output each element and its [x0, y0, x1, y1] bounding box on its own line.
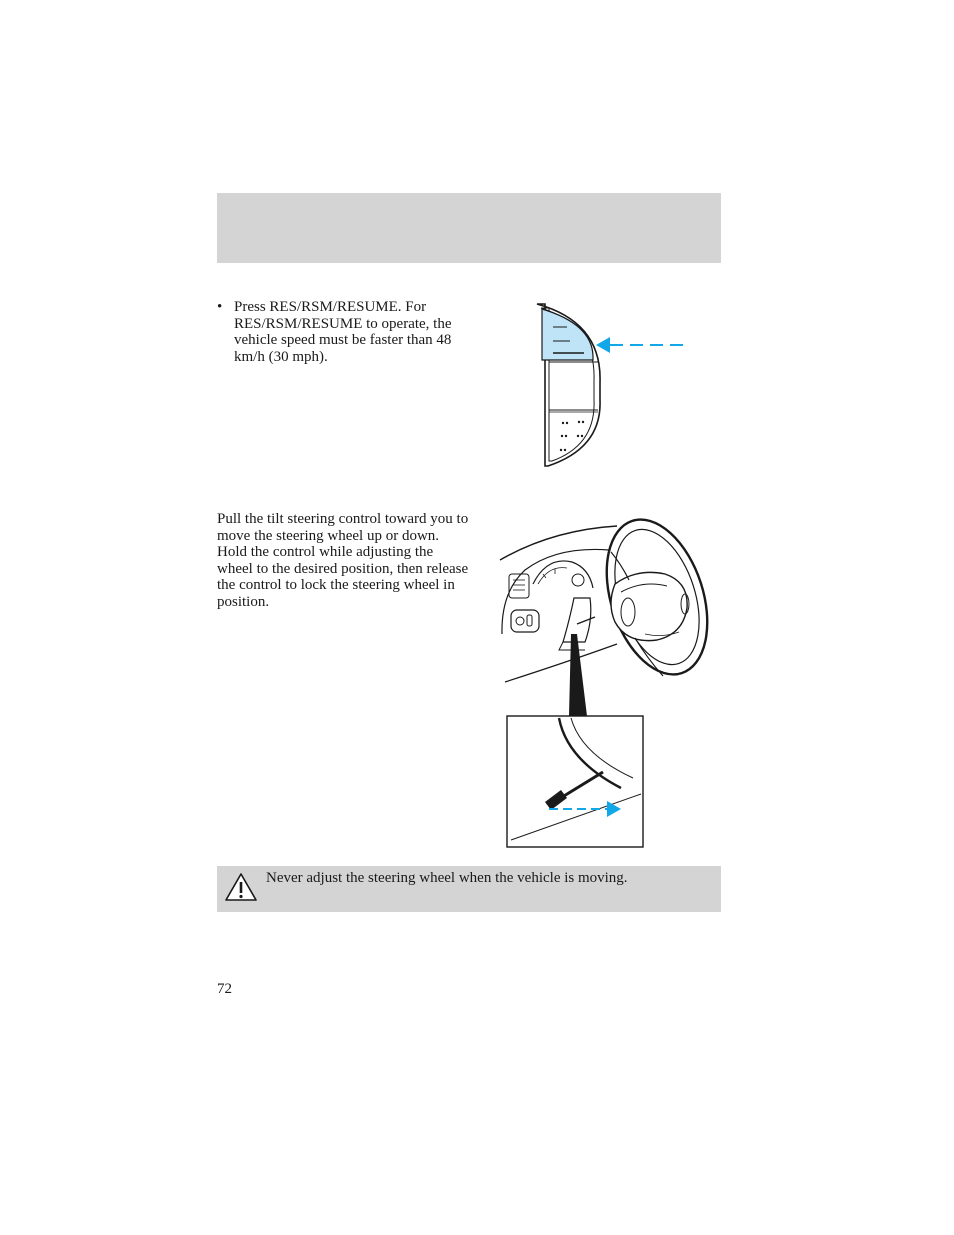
header-band [217, 193, 721, 263]
callout-pointer [569, 634, 587, 716]
bullet-marker: • [217, 299, 223, 315]
warning-text: Never adjust the steering wheel when the vehicle is moving. [266, 870, 628, 886]
detail-inset-frame [507, 716, 643, 847]
warning-triangle-icon [225, 872, 257, 902]
resume-bullet [217, 299, 477, 365]
page-number: 72 [217, 981, 232, 997]
warning-box [217, 866, 721, 912]
resume-instruction: Press RES/RSM/RESUME. For RES/RSM/RESUME to operate, the vehicle speed must be faster than 48 km/h (30 mph). [234, 299, 452, 365]
tilt-steering-illustration [497, 512, 712, 852]
tilt-steering-paragraph: Pull the tilt steering control toward you to move the steering wheel up or down. Hold the control while adjusting the wheel to the desired position, then release the control to lock the steering wheel in position. [217, 511, 469, 610]
cruise-control-switch-illustration [530, 300, 690, 470]
arrow-head [596, 337, 610, 353]
